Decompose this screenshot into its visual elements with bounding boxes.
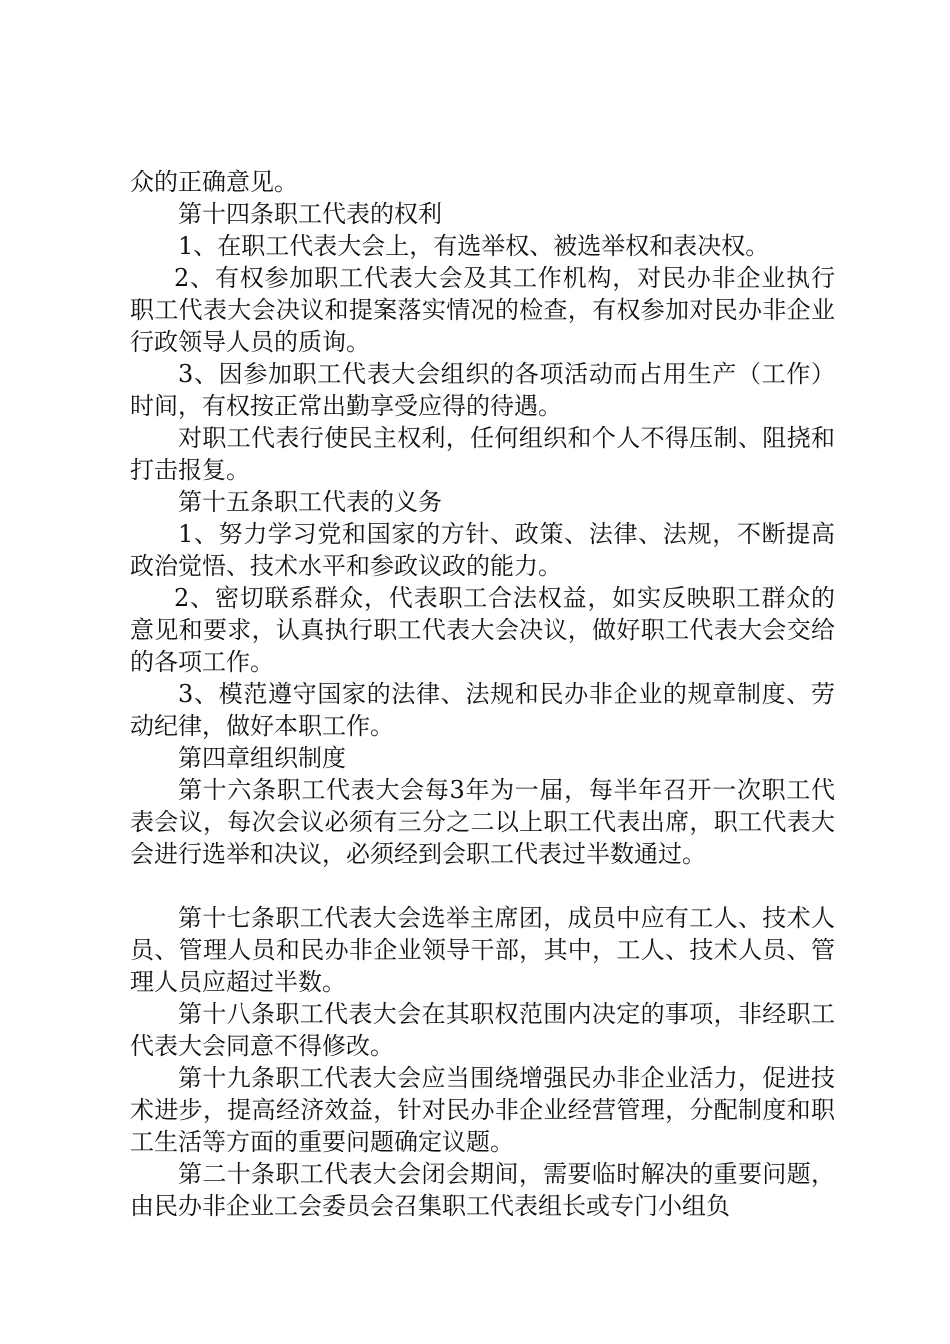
chapter-4-heading: 第四章组织制度 <box>178 744 346 772</box>
article-15-item-2: 2、密切联系群众，代表职工合法权益，如实反映职工群众的意见和要求，认真执行职工代表大会决议，做好职工代表大会交给的各项工作。 <box>130 584 835 676</box>
article-16: 第十六条职工代表大会每3年为一届，每半年召开一次职工代表会议，每次会议必须有三分之二以上职工代表出席，职工代表大会进行选举和决议，必须经到会职工代表过半数通过。 <box>130 776 835 868</box>
article-15-heading: 第十五条职工代表的义务 <box>178 488 442 516</box>
paragraph-continuation: 众的正确意见。 <box>130 168 298 196</box>
article-17: 第十七条职工代表大会选举主席团，成员中应有工人、技术人员、管理人员和民办非企业领导干部，其中，工人、技术人员、管理人员应超过半数。 <box>130 904 835 996</box>
article-19: 第十九条职工代表大会应当围绕增强民办非企业活力，促进技术进步，提高经济效益，针对民办非企业经营管理，分配制度和职工生活等方面的重要问题确定议题。 <box>130 1064 835 1156</box>
document-body <box>130 166 835 1222</box>
article-14-item-2: 2、有权参加职工代表大会及其工作机构，对民办非企业执行职工代表大会决议和提案落实情况的检查，有权参加对民办非企业行政领导人员的质询。 <box>130 264 835 356</box>
article-15-item-1: 1、努力学习党和国家的方针、政策、法律、法规，不断提高政治觉悟、技术水平和参政议政的能力。 <box>130 520 835 580</box>
article-18: 第十八条职工代表大会在其职权范围内决定的事项，非经职工代表大会同意不得修改。 <box>130 1000 835 1060</box>
article-20: 第二十条职工代表大会闭会期间，需要临时解决的重要问题，由民办非企业工会委员会召集职工代表组长或专门小组负 <box>130 1160 835 1220</box>
article-14-item-1: 1、在职工代表大会上，有选举权、被选举权和表决权。 <box>178 232 770 260</box>
article-14-note: 对职工代表行使民主权利，任何组织和个人不得压制、阻挠和打击报复。 <box>130 424 835 484</box>
article-14-heading: 第十四条职工代表的权利 <box>178 200 442 228</box>
article-15-item-3: 3、模范遵守国家的法律、法规和民办非企业的规章制度、劳动纪律，做好本职工作。 <box>130 680 835 740</box>
blank-line <box>130 870 835 902</box>
article-14-item-3: 3、因参加职工代表大会组织的各项活动而占用生产（工作）时间，有权按正常出勤享受应得的待遇。 <box>130 360 835 420</box>
